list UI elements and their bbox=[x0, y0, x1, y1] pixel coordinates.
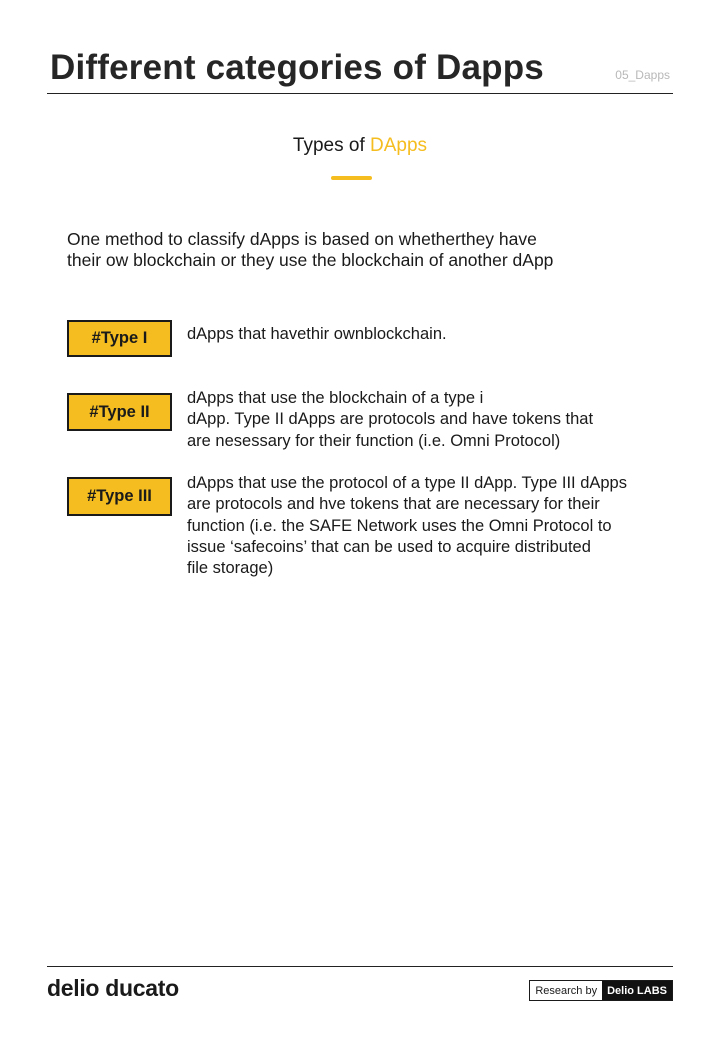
intro-text bbox=[67, 229, 637, 271]
labs-label: Delio LABS bbox=[602, 981, 672, 1000]
footer-divider bbox=[47, 966, 673, 967]
description-line: file storage) bbox=[187, 559, 274, 578]
type-badge: #Type I bbox=[67, 320, 172, 357]
type-description bbox=[187, 324, 677, 345]
description-line: function (i.e. the SAFE Network uses the Omni Protocol to bbox=[187, 516, 612, 535]
page-code: 05_Dapps bbox=[615, 68, 670, 82]
header-divider bbox=[47, 93, 673, 94]
research-by-badge bbox=[529, 980, 673, 1001]
intro-line: One method to classify dApps is based on whetherthey have bbox=[67, 229, 537, 249]
description-line: dApps that use the protocol of a type II dApp. Type III dApps bbox=[187, 474, 627, 492]
section-underline bbox=[331, 176, 372, 180]
section-title-prefix: Types of bbox=[292, 135, 371, 156]
type-badge: #Type III bbox=[67, 477, 172, 516]
type-badge: #Type II bbox=[67, 393, 172, 431]
type-description bbox=[187, 473, 677, 579]
type-description bbox=[187, 388, 677, 452]
description-line: dApps that use the blockchain of a type i bbox=[187, 389, 484, 407]
description-line: dApp. Type II dApps are protocols and have tokens that bbox=[187, 410, 594, 429]
section-title bbox=[0, 135, 720, 157]
page-title: Different categories of Dapps bbox=[50, 48, 544, 87]
section-title-accent: DApps bbox=[370, 135, 428, 156]
description-line: are protocols and hve tokens that are necessary for their bbox=[187, 495, 600, 514]
description-line: issue ‘safecoins’ that can be used to acquire distributed bbox=[187, 537, 591, 556]
description-line: are nesessary for their function (i.e. Omni Protocol) bbox=[187, 431, 561, 450]
description-line: dApps that havethir ownblockchain. bbox=[187, 325, 447, 343]
brand-logo: delio ducato bbox=[47, 975, 179, 1001]
research-by-label: Research by bbox=[530, 981, 602, 1000]
intro-line: their ow blockchain or they use the blockchain of another dApp bbox=[67, 250, 554, 270]
